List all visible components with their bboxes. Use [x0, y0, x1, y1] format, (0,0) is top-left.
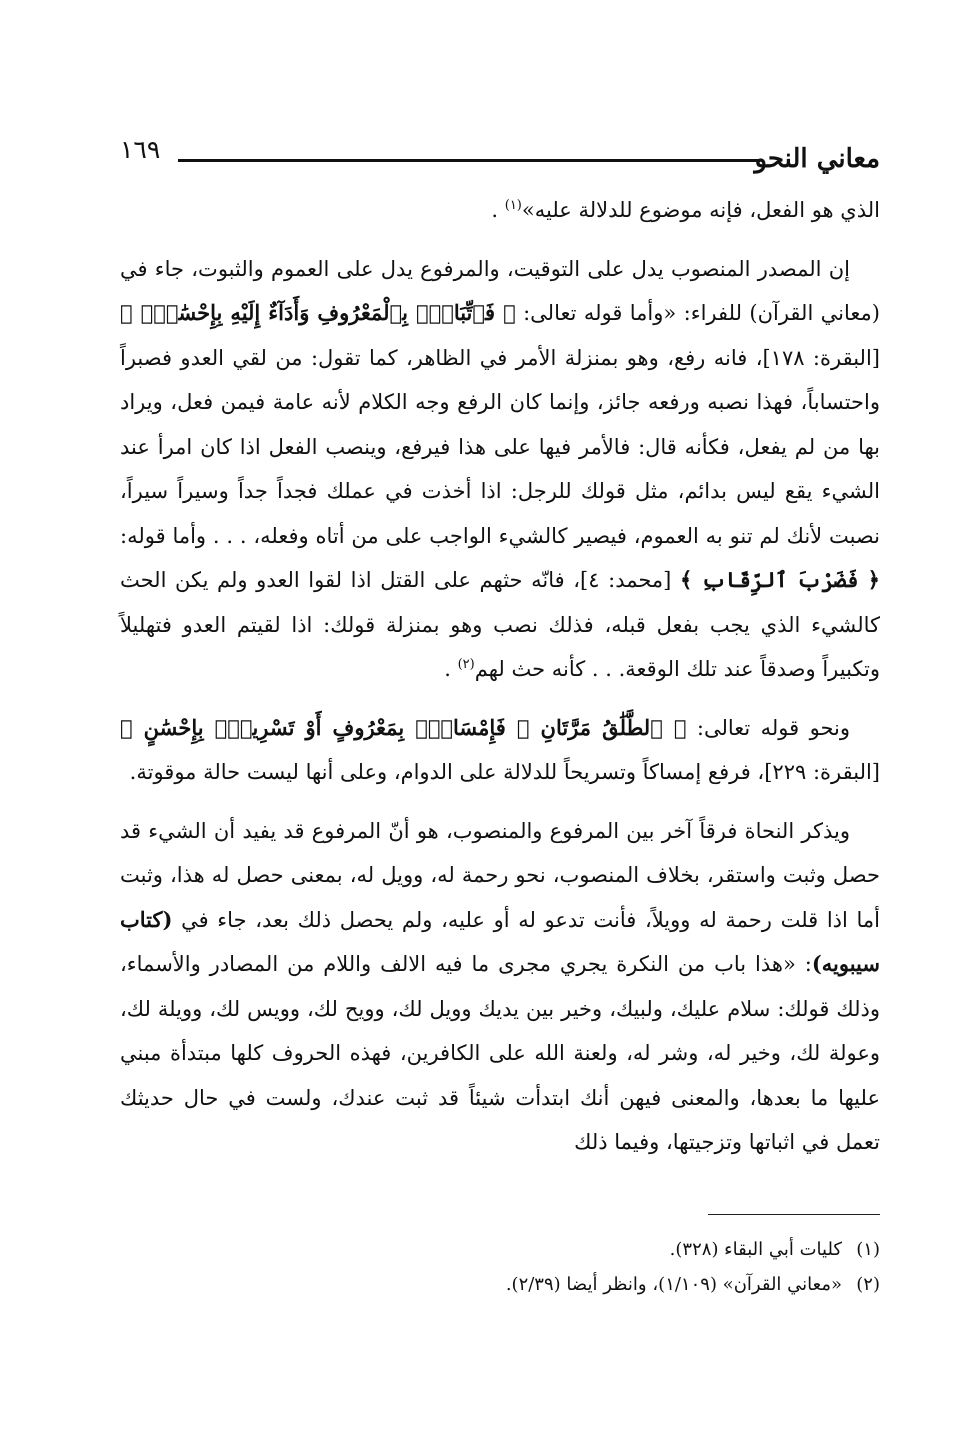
running-title: معاني النحو [754, 144, 880, 174]
paragraph-4: ويذكر النحاة فرقاً آخر بين المرفوع والمنصوب، هو أنّ المرفوع قد يفيد أن الشيء قد حصل وثبت واستقر، بخلاف المنصوب، نحو رحمة له، وويل له، بمعنى حصل له هذا، وثبت أما اذا قلت رحمة له وويلاً، فأنت تدعو له أو عليه، ولم يحصل ذلك بعد، جاء في (كتاب سيبويه): «هذا باب من النكرة يجري مجرى ما فيه الالف واللام من المصادر والأسماء، وذلك قولك: سلام عليك، ولبيك، وخير بين يديك وويل لك، وويح لك، وويس لك، وويلة لك، وعولة لك، وخير له، وشر له، ولعنة الله على الكافرين، فهذه الحروف كلها مبتدأة مبني عليها ما بعدها، والمعنى فيهن أنك ابتدأت شيئاً قد ثبت عندك، ولست في حال حديثك تعمل في اثباتها وتزجيتها، وفيما ذلك [120, 818, 880, 1154]
book-title: (كتاب سيبويه) [120, 906, 880, 976]
footnotes [120, 1232, 880, 1302]
quran-verse: ﴿ فَٱتِّبَاعٌۢ بِٱلْمَعْرُوفِ وَأَدَآءٌ إِلَيْهِ بِإِحْسَٰنٍۢ ﴾ [120, 300, 516, 325]
quran-verse: ﴿ فَضَرْبَ ٱلرِّقَابِ ﴾ [679, 567, 880, 592]
footnote-ref-1: (١) [504, 198, 522, 213]
paragraph-3: ونحو قوله تعالى: ﴿ ٱلطَّلَٰقُ مَرَّتَانِ ۖ فَإِمْسَاكٌۢ بِمَعْرُوفٍ أَوْ تَسْرِيحٌۢ بِإِحْسَٰنٍ ﴾ [البقرة: ٢٢٩]، فرفع إمساكاً وتسريحاً للدلالة على الدوام، وعلى أنها ليست حالة موقوتة. [120, 714, 880, 784]
quran-verse: ﴿ ٱلطَّلَٰقُ مَرَّتَانِ ۖ فَإِمْسَاكٌۢ بِمَعْرُوفٍ أَوْ تَسْرِيحٌۢ بِإِحْسَٰنٍ ﴾ [120, 714, 687, 740]
page-header [120, 133, 880, 183]
paragraph-1: الذي هو الفعل، فإنه موضوع للدلالة عليه»$^{(١)}$ . [491, 198, 880, 222]
page-number: ١٦٩ [120, 135, 161, 164]
footnote-1: (١)كليات أبي البقاء (٣٢٨). [669, 1239, 880, 1260]
main-text [120, 188, 880, 1165]
footnote-2: (٢)«معاني القرآن» (١/١٠٩)، وانظر أيضا (٢/٣٩). [505, 1274, 880, 1295]
footnote-ref-2: (٢) [457, 657, 475, 672]
paragraph-2: إن المصدر المنصوب يدل على التوقيت، والمرفوع يدل على العموم والثبوت، جاء في (معاني القرآن) للفراء: «وأما قوله تعالى: ﴿ فَٱتِّبَاعٌۢ بِٱلْمَعْرُوفِ وَأَدَآءٌ إِلَيْهِ بِإِحْسَٰنٍۢ ﴾ [البقرة: ١٧٨]، فانه رفع، وهو بمنزلة الأمر في الظاهر، كما تقول: من لقي العدو فصبراً واحتساباً، فهذا نصبه ورفعه جائز، وإنما كان الرفع وجه الكلام لأنه عامة فيمن فعل، ويراد بها من لم يفعل، فكأنه قال: فالأمر فيها على هذا فيرفع، وينصب الفعل اذا كان امرأ عند الشيء يقع ليس بدائم، مثل قولك للرجل: اذا أخذت في عملك فجداً جداً وسيراً سيراً، نصبت لأنك لم تنو به العموم، فيصير كالشيء الواجب على من أتاه وفعله، . . . وأما قوله: ﴿ فَضَرْبَ ٱلرِّقَابِ ﴾ [محمد: ٤]، فانّه حثهم على القتل اذا لقوا العدو ولم يكن الحث كالشيء الذي يجب بفعل قبله، فذلك نصب وهو بمنزلة قولك: اذا لقيتم العدو فتهليلاً وتكبيراً وصدقاً عند تلك الوقعة. . . كأنه حث لهم$^{(٢)}$ . [120, 256, 880, 681]
footnote-rule [708, 1214, 880, 1215]
header-rule [178, 159, 760, 162]
